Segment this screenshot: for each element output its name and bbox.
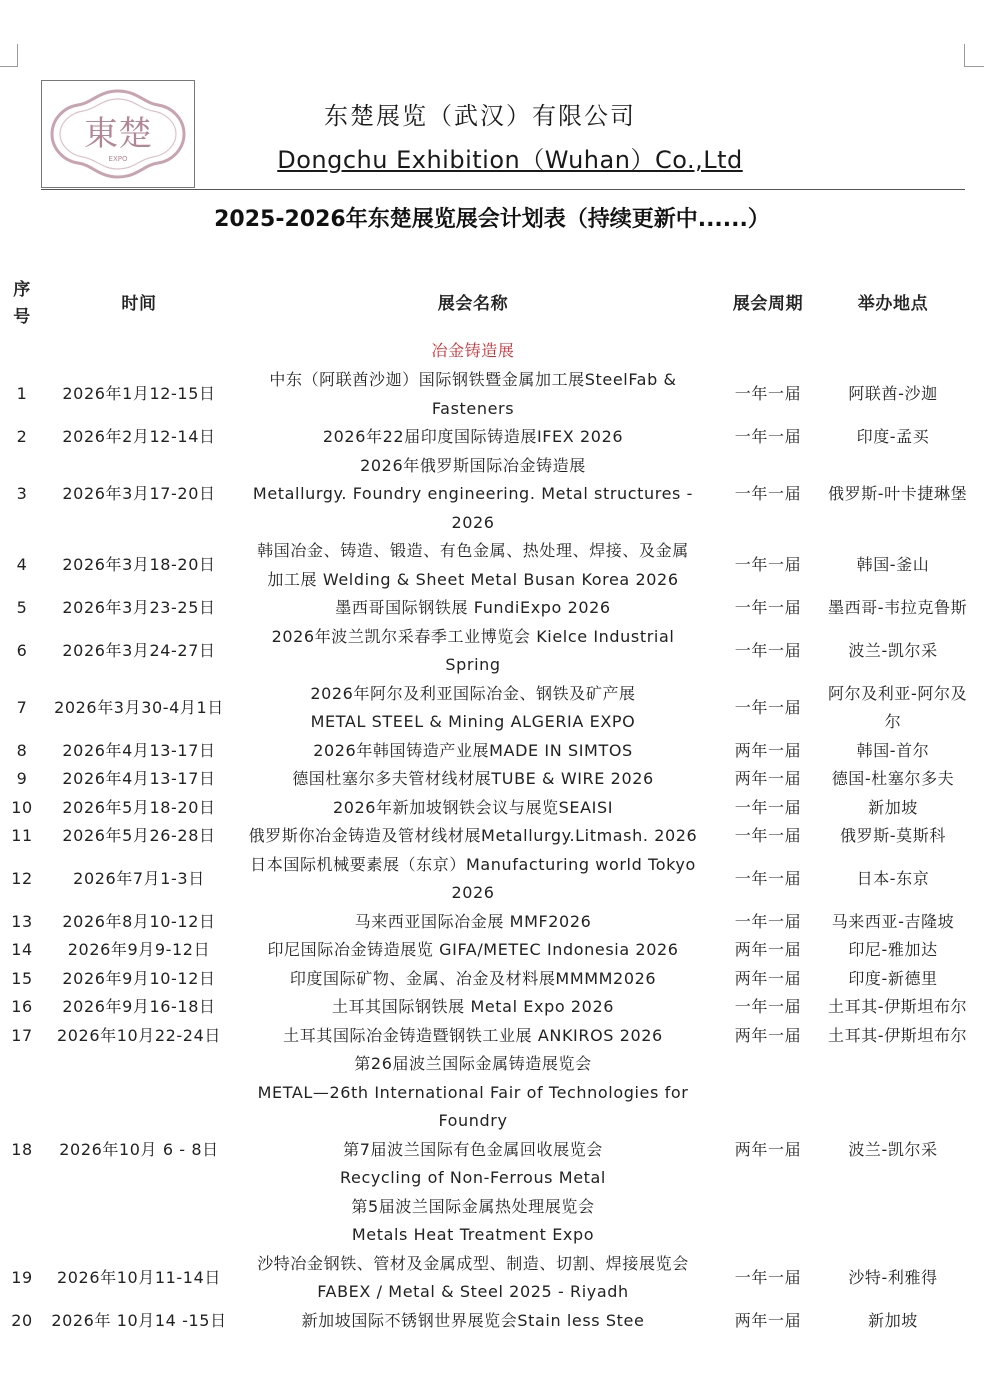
- row-time: 2026年4月13-17日: [62, 740, 216, 760]
- row-time: 2026年9月9-12日: [67, 940, 211, 959]
- row-number: 20: [11, 1310, 33, 1330]
- row-number: 4: [16, 555, 28, 575]
- header-no: [4, 272, 40, 336]
- row-number: 18: [11, 1139, 33, 1159]
- table-row: [4, 366, 958, 423]
- exhibition-name-line: 日本国际机械要素展（东京）Manufacturing world Tokyo: [250, 854, 696, 874]
- exhibition-name-line: METAL—26th International Fair of Technologies for: [257, 1082, 689, 1102]
- venue-line: 韩国-釜山: [856, 555, 930, 575]
- exhibition-plan-table: [4, 272, 968, 1335]
- venue-line: 波兰-凯尔采: [848, 1139, 938, 1159]
- company-name-en: Dongchu Exhibition（Wuhan）Co.,Ltd: [277, 146, 743, 174]
- row-time: 2026年3月24-27日: [62, 640, 216, 660]
- row-cycle: 两年一届: [734, 940, 802, 959]
- header-no-line: 序: [13, 280, 31, 300]
- row-venue: [828, 1022, 968, 1051]
- row-time: 2026年10月11-14日: [57, 1267, 221, 1287]
- venue-line: 土耳其-伊斯坦布尔: [828, 1025, 968, 1045]
- row-venue: [828, 765, 958, 794]
- row-cycle: 一年一届: [734, 384, 802, 404]
- row-venue: [828, 936, 958, 965]
- section-row: [4, 336, 958, 366]
- row-exhibition-name: [238, 822, 708, 851]
- logo-subtext: EXPO: [108, 155, 128, 163]
- row-exhibition-name: [238, 965, 708, 994]
- table-row: [4, 423, 958, 452]
- venue-line: 俄罗斯-莫斯科: [840, 826, 946, 845]
- venue-line: 印尼-雅加达: [848, 940, 938, 959]
- row-cycle: 一年一届: [734, 484, 802, 503]
- header-name: 展会名称: [437, 293, 509, 314]
- row-exhibition-name: [238, 1307, 708, 1336]
- exhibition-name-line: Metals Heat Treatment Expo: [351, 1225, 595, 1244]
- table-row: [4, 623, 958, 680]
- row-number: 10: [11, 797, 33, 817]
- venue-line: 尔: [884, 712, 902, 731]
- table-row: [4, 1022, 958, 1051]
- row-exhibition-name: [238, 537, 708, 594]
- exhibition-name-line: 俄罗斯你冶金铸造及管材线材展Metallurgy.Litmash. 2026: [248, 826, 698, 845]
- table-row: [4, 1307, 958, 1336]
- exhibition-name-line: FABEX / Metal & Steel 2025 - Riyadh: [317, 1282, 629, 1301]
- row-exhibition-name: [238, 680, 708, 737]
- venue-line: 印度-新德里: [848, 968, 938, 988]
- venue-line: 新加坡: [868, 797, 918, 817]
- exhibition-name-line: 第5届波兰国际金属热处理展览会: [351, 1196, 595, 1216]
- exhibition-name-line: 韩国冶金、铸造、锻造、有色金属、热处理、焊接、及金属: [257, 541, 689, 560]
- venue-line: 德国-杜塞尔多夫: [831, 769, 955, 788]
- row-venue: [828, 623, 958, 680]
- row-venue: [828, 1250, 958, 1307]
- row-cycle: 两年一届: [734, 740, 802, 760]
- section-title: 冶金铸造展: [431, 340, 515, 360]
- venue-line: 新加坡: [868, 1310, 918, 1330]
- row-venue: [828, 737, 958, 766]
- row-exhibition-name: [238, 452, 708, 538]
- row-time: 2026年4月13-17日: [62, 769, 216, 788]
- row-exhibition-name: [238, 737, 708, 766]
- row-cycle: 一年一届: [734, 797, 802, 817]
- row-exhibition-name: [238, 1050, 708, 1250]
- venue-line: 土耳其-伊斯坦布尔: [828, 997, 968, 1016]
- row-time: 2026年2月12-14日: [62, 427, 216, 446]
- row-venue: [828, 366, 958, 423]
- exhibition-name-line: 第26届波兰国际金属铸造展览会: [354, 1054, 592, 1073]
- exhibition-name-line: METAL STEEL & Mining ALGERIA EXPO: [310, 712, 636, 731]
- row-time: 2026年8月10-12日: [62, 911, 216, 931]
- row-cycle: 一年一届: [734, 598, 802, 617]
- table-row: [4, 765, 958, 794]
- company-name-cn: 东楚展览（武汉）有限公司: [324, 102, 636, 130]
- exhibition-name-line: 土耳其国际冶金铸造暨钢铁工业展 ANKIROS 2026: [283, 1025, 663, 1045]
- header-divider: [41, 189, 965, 190]
- row-cycle: 一年一届: [734, 826, 802, 845]
- row-time: 2026年3月17-20日: [62, 484, 216, 503]
- table-row: [4, 452, 958, 538]
- venue-line: 印度-孟买: [856, 427, 930, 446]
- table-row: [4, 1050, 958, 1250]
- row-venue: [828, 423, 958, 452]
- venue-line: 俄罗斯-叶卡捷琳堡: [828, 484, 968, 503]
- row-exhibition-name: [238, 423, 708, 452]
- venue-line: 阿尔及利亚-阿尔及: [828, 683, 968, 703]
- exhibition-name-line: 2026年韩国铸造产业展MADE IN SIMTOS: [313, 740, 633, 760]
- exhibition-name-line: 2026年阿尔及利亚国际冶金、钢铁及矿产展: [310, 683, 636, 703]
- row-venue: [828, 908, 958, 937]
- table-row: [4, 737, 958, 766]
- row-venue: [828, 537, 958, 594]
- row-time: 2026年10月22-24日: [57, 1025, 221, 1045]
- row-cycle: 一年一届: [734, 911, 802, 931]
- table-row: [4, 822, 958, 851]
- row-venue: [828, 993, 968, 1022]
- exhibition-name-line: 印度国际矿物、金属、冶金及材料展MMMM2026: [289, 968, 657, 988]
- exhibition-name-line: 沙特冶金钢铁、管材及金属成型、制造、切割、焊接展览会: [257, 1253, 689, 1273]
- exhibition-name-line: 2026年新加坡钢铁会议与展览SEAISI: [332, 797, 614, 817]
- exhibition-name-line: 2026年波兰凯尔采春季工业博览会 Kielce Industrial: [271, 626, 675, 646]
- row-number: 13: [11, 911, 33, 931]
- row-venue: [828, 680, 968, 737]
- row-venue: [828, 1307, 958, 1336]
- row-exhibition-name: [238, 594, 708, 623]
- row-exhibition-name: [238, 936, 708, 965]
- row-time: 2026年1月12-15日: [62, 384, 216, 404]
- exhibition-name-line: 2026: [451, 512, 495, 532]
- row-cycle: 两年一届: [734, 1139, 802, 1159]
- row-number: 8: [16, 740, 28, 760]
- row-venue: [828, 822, 958, 851]
- exhibition-name-line: 墨西哥国际钢铁展 FundiExpo 2026: [335, 598, 611, 617]
- row-number: 1: [16, 384, 28, 404]
- exhibition-name-line: 2026: [451, 883, 495, 902]
- row-number: 17: [11, 1025, 33, 1045]
- exhibition-name-line: 加工展 Welding & Sheet Metal Busan Korea 2026: [267, 569, 679, 589]
- exhibition-name-line: 中东（阿联酋沙迦）国际钢铁暨金属加工展SteelFab &: [269, 370, 677, 389]
- row-venue: [828, 794, 958, 823]
- venue-line: 日本-东京: [856, 868, 930, 888]
- row-exhibition-name: [238, 1022, 708, 1051]
- table-row: [4, 851, 958, 908]
- row-cycle: 一年一届: [734, 868, 802, 888]
- row-number: 5: [16, 598, 28, 617]
- row-time: 2026年5月26-28日: [62, 826, 216, 845]
- row-time: 2026年5月18-20日: [62, 797, 216, 817]
- row-number: 9: [16, 769, 28, 788]
- row-number: 6: [16, 640, 28, 660]
- row-exhibition-name: [238, 623, 708, 680]
- row-number: 11: [11, 826, 33, 845]
- row-time: 2026年 10月14 -15日: [51, 1310, 227, 1330]
- row-time: 2026年3月23-25日: [62, 598, 216, 617]
- row-number: 2: [16, 427, 28, 446]
- document-title: 2025-2026年东楚展览展会计划表（持续更新中......）: [214, 207, 770, 232]
- venue-line: 沙特-利雅得: [848, 1267, 938, 1287]
- exhibition-name-line: 印尼国际冶金铸造展览 GIFA/METEC Indonesia 2026: [267, 940, 679, 959]
- crop-mark-right: [964, 44, 984, 67]
- exhibition-name-line: 马来西亚国际冶金展 MMF2026: [354, 911, 592, 931]
- exhibition-name-line: Fasteners: [431, 398, 515, 418]
- row-venue: [828, 1050, 958, 1250]
- exhibition-name-line: 2026年22届印度国际铸造展IFEX 2026: [322, 427, 624, 446]
- row-cycle: 一年一届: [734, 697, 802, 717]
- row-exhibition-name: [238, 851, 708, 908]
- exhibition-name-line: Spring: [445, 655, 501, 674]
- exhibition-name-line: Recycling of Non-Ferrous Metal: [340, 1168, 606, 1187]
- row-exhibition-name: [238, 908, 708, 937]
- company-logo: [41, 80, 195, 188]
- exhibition-name-line: Foundry: [438, 1111, 508, 1130]
- table-row: [4, 537, 958, 594]
- table-row: [4, 594, 958, 623]
- venue-line: 墨西哥-韦拉克鲁斯: [828, 598, 968, 617]
- row-time: 2026年3月18-20日: [62, 555, 216, 575]
- table-row: [4, 993, 958, 1022]
- row-cycle: 一年一届: [734, 555, 802, 575]
- row-time: 2026年9月10-12日: [62, 968, 216, 988]
- row-cycle: 一年一届: [734, 1267, 802, 1287]
- row-number: 3: [16, 484, 28, 503]
- row-number: 14: [11, 940, 33, 959]
- row-venue: [828, 594, 968, 623]
- logo-emblem: [42, 81, 194, 187]
- row-venue: [828, 452, 968, 538]
- logo-text: 東楚: [84, 114, 152, 154]
- exhibition-name-line: 新加坡国际不锈钢世界展览会Stain less Stee: [301, 1310, 645, 1330]
- table-row: [4, 794, 958, 823]
- row-number: 15: [11, 968, 33, 988]
- row-exhibition-name: [238, 366, 708, 423]
- table-row: [4, 908, 958, 937]
- row-number: 7: [16, 697, 28, 717]
- exhibition-name-line: 2026年俄罗斯国际冶金铸造展: [360, 455, 586, 475]
- exhibition-name-line: 土耳其国际钢铁展 Metal Expo 2026: [331, 997, 615, 1016]
- row-exhibition-name: [238, 794, 708, 823]
- row-exhibition-name: [238, 765, 708, 794]
- exhibition-name-line: 德国杜塞尔多夫管材线材展TUBE & WIRE 2026: [292, 769, 654, 788]
- row-cycle: 两年一届: [734, 769, 802, 788]
- row-time: 2026年7月1-3日: [73, 868, 205, 888]
- venue-line: 阿联酋-沙迦: [848, 384, 938, 404]
- row-cycle: 一年一届: [734, 640, 802, 660]
- row-time: 2026年3月30-4月1日: [54, 697, 224, 717]
- row-cycle: 一年一届: [734, 427, 802, 446]
- venue-line: 波兰-凯尔采: [848, 640, 938, 660]
- row-time: 2026年9月16-18日: [62, 997, 216, 1016]
- row-number: 19: [11, 1267, 33, 1287]
- row-cycle: 一年一届: [734, 997, 802, 1016]
- table-row: [4, 1250, 958, 1307]
- exhibition-name-line: 第7届波兰国际有色金属回收展览会: [343, 1139, 603, 1159]
- row-venue: [828, 851, 958, 908]
- table-header-row: [4, 272, 958, 336]
- row-time: 2026年10月 6 - 8日: [59, 1139, 219, 1159]
- venue-line: 马来西亚-吉隆坡: [831, 911, 955, 931]
- row-cycle: 两年一届: [734, 968, 802, 988]
- row-number: 12: [11, 868, 33, 888]
- row-number: 16: [11, 997, 33, 1016]
- table-row: [4, 680, 958, 737]
- table-row: [4, 936, 958, 965]
- venue-line: 韩国-首尔: [856, 740, 930, 760]
- exhibition-name-line: Metallurgy. Foundry engineering. Metal structures -: [252, 484, 694, 503]
- header-time: 时间: [121, 293, 157, 314]
- row-exhibition-name: [238, 993, 708, 1022]
- header-cycle: 展会周期: [732, 293, 804, 314]
- row-cycle: 两年一届: [734, 1025, 802, 1045]
- row-exhibition-name: [238, 1250, 708, 1307]
- header-no-line: 号: [13, 307, 31, 327]
- table-row: [4, 965, 958, 994]
- header-venue: 举办地点: [857, 293, 929, 314]
- row-cycle: 两年一届: [734, 1310, 802, 1330]
- row-venue: [828, 965, 958, 994]
- crop-mark-left: [0, 44, 18, 67]
